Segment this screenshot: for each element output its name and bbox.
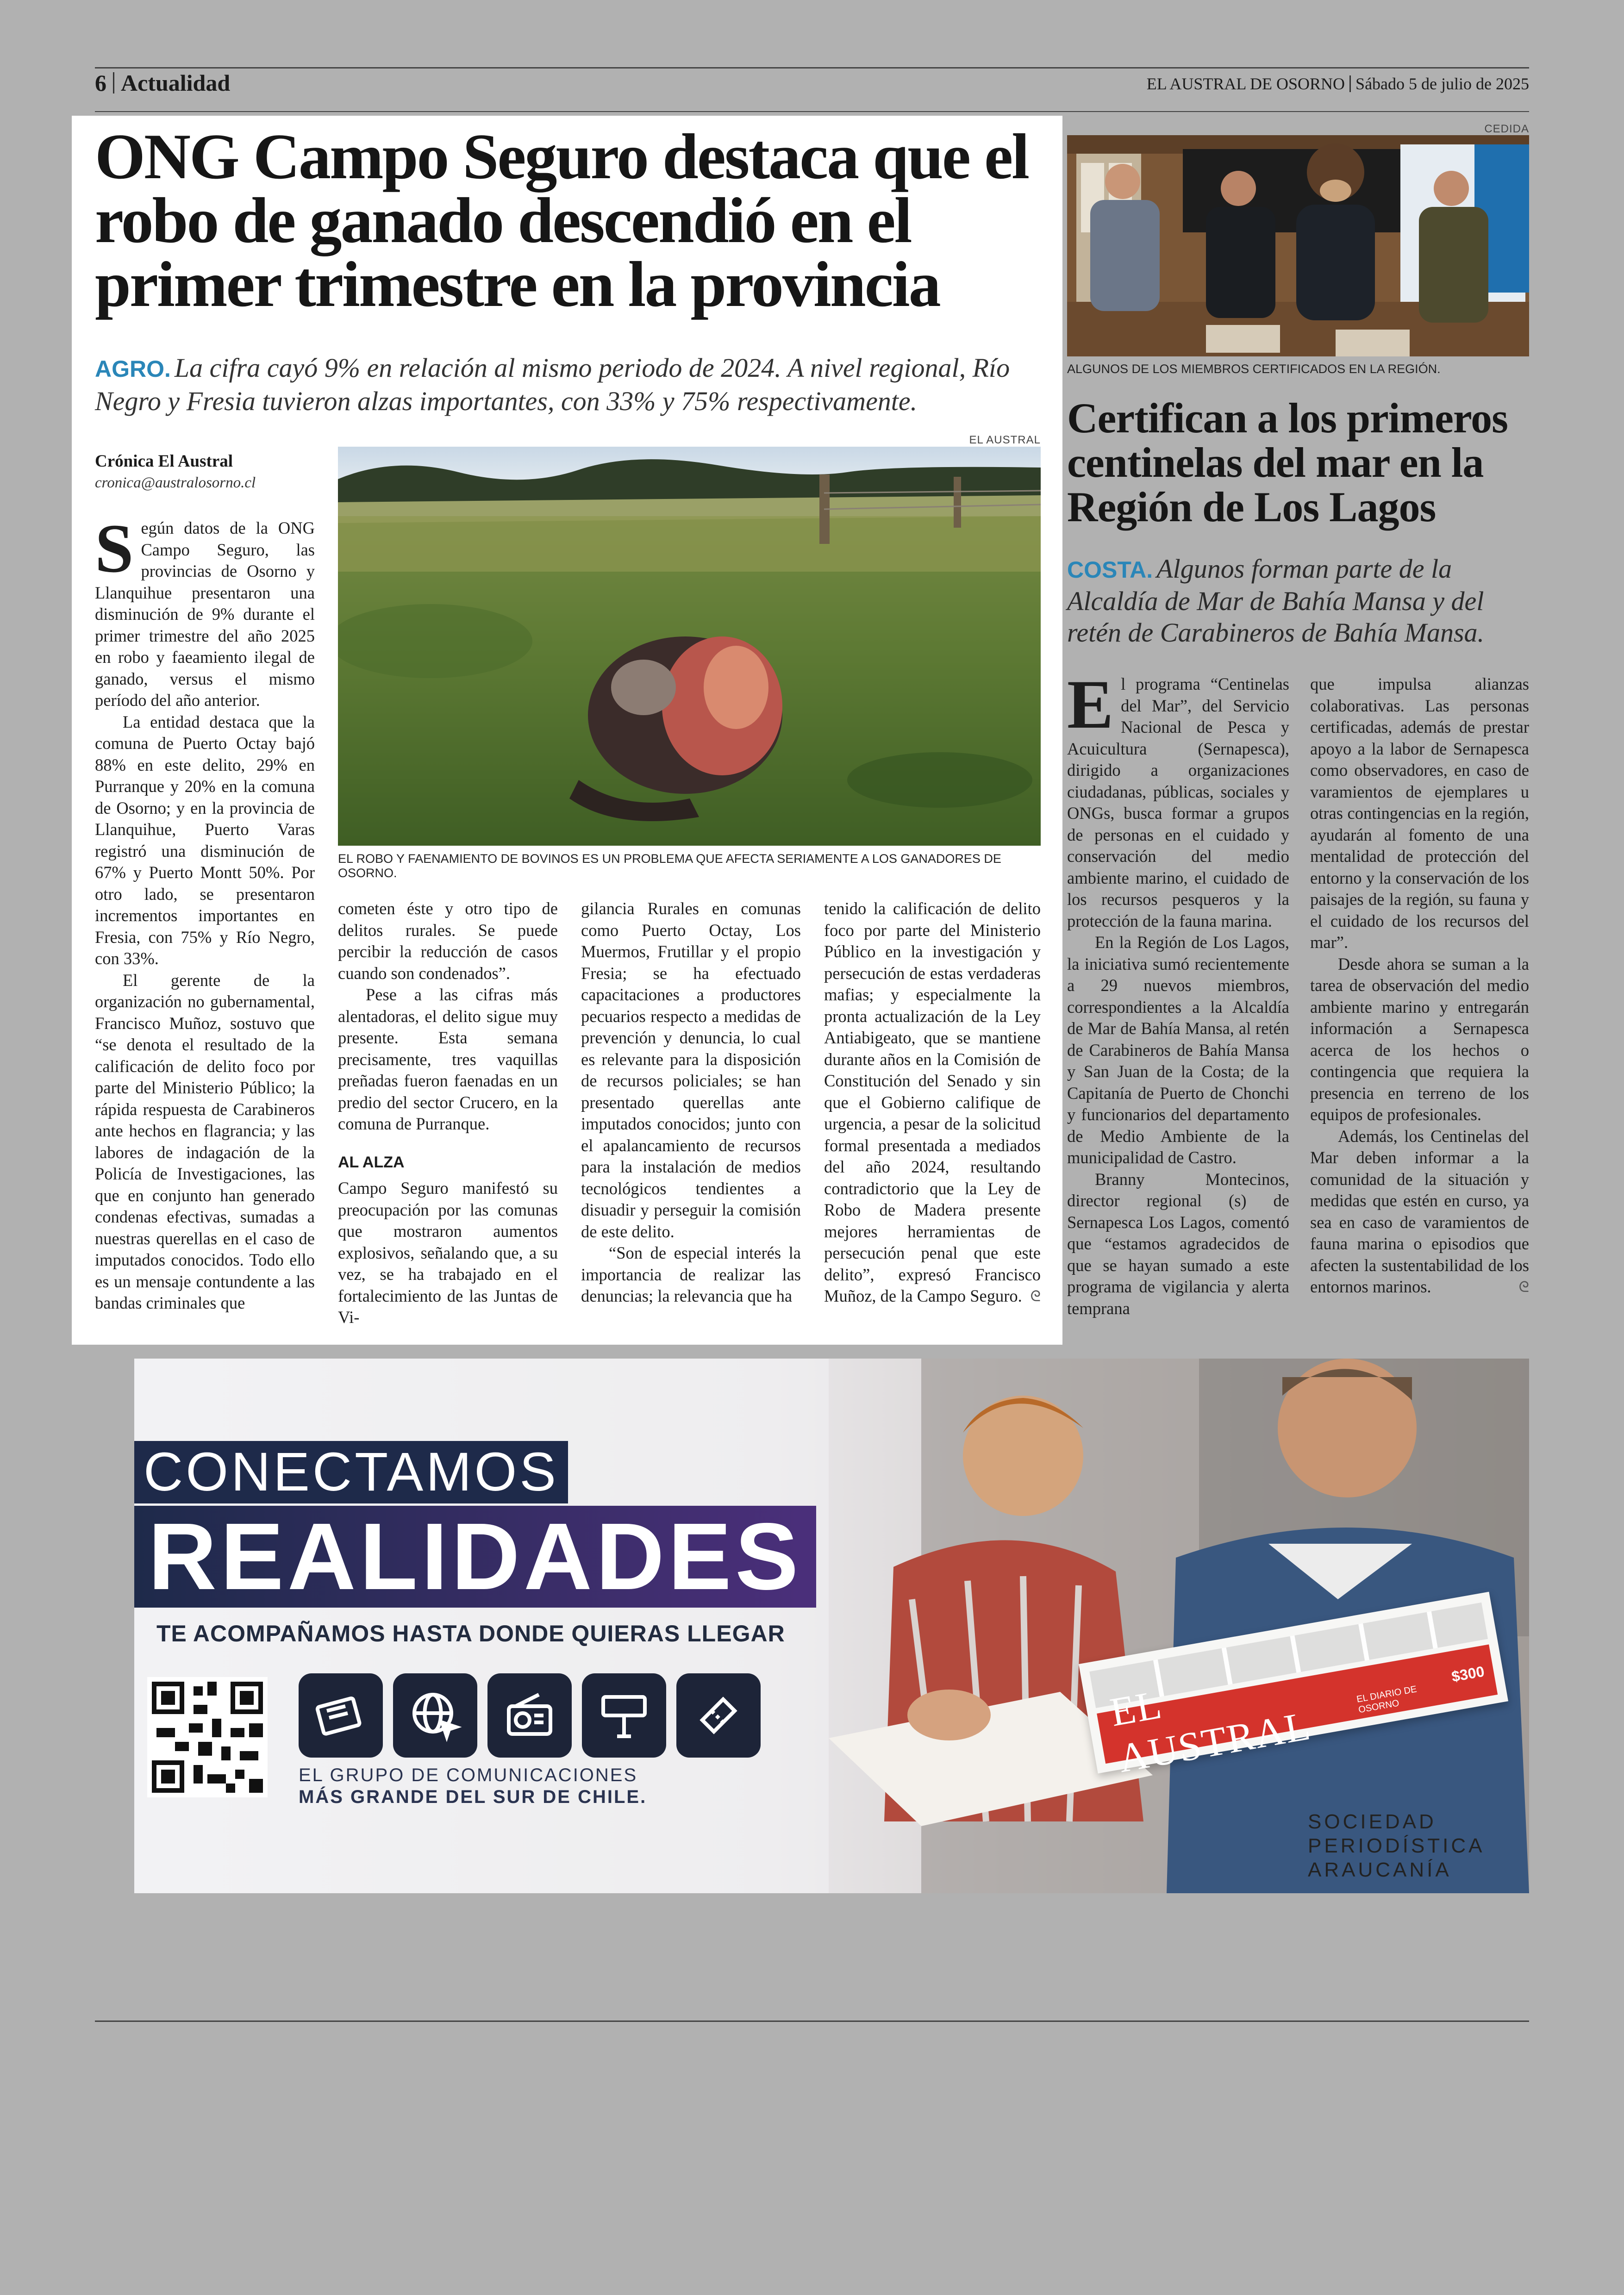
- paragraph: gilancia Rurales en comunas como Puerto Octay, Los Muermos, Frutillar y el propio Fresia; se ha efectuado capacitaciones a productores pecuarios respecto a medidas de prevención y denuncia, lo cual es relevante para la disposición de recursos policiales; se han presentado querellas ante imputados conocidos; junto con el apalancamiento de recursos para la instalación de medios tecnológicos tendientes a disuadir y perseguir la comisión de este delito.: [581, 899, 801, 1241]
- paragraph: Desde ahora se suman a la tarea de observación del medio ambiente marino y entregarán información a Sernapesca acerca de los hechos o contingencia que requiera la presencia en terreno de los equipos de profesionales.: [1310, 954, 1529, 1124]
- spa-logo: [1308, 1810, 1485, 1882]
- main-email[interactable]: cronica@australosorno.cl: [95, 474, 256, 491]
- paragraph: tenido la calificación de delito foco por parte del Ministerio Público en la investigación y persecución de estas verdaderas mafias; y especialmente la pronta actualización de la Ley Antiabigeato, que se mantiene durante años en la Comisión de Constitución del Senado y sin que el Gobierno califique de urgencia, a pesar de la solicitud formal presentada a mediados del año 2024, resultando contradictorio que la Ley de Robo de Madera presente mejores herramientas de persecución penal que este delito”, expresó Francisco Muñoz, de la Campo Seguro.: [824, 899, 1041, 1305]
- section-name: Actualidad: [121, 70, 231, 96]
- spa-logo-line3: ARAUCANÍA: [1308, 1858, 1452, 1881]
- main-deck: [95, 352, 1058, 418]
- header-rule: [95, 111, 1529, 112]
- side-deck-text: Algunos forman parte de la Alcaldía de Mar de Bahía Mansa y del retén de Carabineros de Bahía Mansa.: [1067, 554, 1485, 648]
- side-kicker: COSTA.: [1067, 557, 1153, 583]
- billboard-icon: [582, 1673, 666, 1758]
- ad-headline-line2: REALIDADES: [134, 1506, 816, 1608]
- paragraph: La entidad destaca que la comuna de Puerto Octay bajó 88% en este delito, 29% en Purranque y 20% en la comuna de Osorno; y en la provincia de Llanquihue, Puerto Varas registró una disminución de 67% y Puerto Montt 50%. Por otro lado, se presentaron incrementos importantes en Fresia, con 75% y Río Negro, con 33%.: [95, 712, 315, 968]
- paper-subtitle: EL DIARIO DE OSORNO: [1355, 1684, 1418, 1715]
- main-article-col-4: [824, 898, 1041, 1307]
- main-headline: ONG Campo Seguro destaca que el robo de ganado descendió en el primer trimestre en la provincia: [95, 121, 1029, 320]
- side-photo-credit: CEDIDA: [1484, 123, 1529, 135]
- paragraph: que impulsa alianzas colaborativas. Las personas certificadas, además de prestar apoyo a la labor de Sernapesca como observadores, en caso de varamientos de ejemplares u otras contingencias en la región, ayudarán al fomento de una mentalidad de protección del entorno y la conservación de los paisajes de la región, su fauna y el cuidado de los recursos del mar”.: [1310, 674, 1529, 952]
- main-dropcap: S: [95, 510, 134, 587]
- paragraph: l programa “Centinelas del Mar”, del Servicio Nacional de Pesca y Acuicultura (Sernapesca), dirigido a organizaciones ciudadanas, públicas, sociales y ONGs, busca formar a grupos de personas en el cuidado y conservación del medio ambiente marino, el cuidado de los recursos pesqueros y la protección de la fauna marina.: [1067, 674, 1289, 930]
- page-section-label: [95, 69, 230, 96]
- cattle-field-photo: [338, 447, 1041, 846]
- paper-price: $300: [1450, 1662, 1486, 1685]
- paragraph: Branny Montecinos, director regional (s) de Sernapesca Los Lagos, comentó que “estamos agradecidos de que se hayan sumado a este programa de vigilancia y alerta temprana: [1067, 1169, 1289, 1318]
- paragraph: Pese a las cifras más alentadoras, el delito sigue muy presente. Esta semana precisamente, tres vaquillas preñadas fueron faenadas en un predio del sector Crucero, en la comuna de Purranque.: [338, 985, 558, 1133]
- paragraph: egún datos de la ONG Campo Seguro, las provincias de Osorno y Llanquihue presentaron una disminución de 9% durante el primer trimestre del año 2025 en robo y faeamiento ilegal de ganado, versus el mismo período del año anterior.: [95, 518, 315, 710]
- paragraph: El gerente de la organización no gubernamental, Francisco Muñoz, sostuvo que “se denota el resultado de la calificación de delito foco por parte del Ministerio Público; la rápida respuesta de Carabineros ante hechos en flagrancia; y las labores de indagación de la Policía de Investigaciones, las que en conjunto han generado condenas efectivas, sumadas a nuestras querellas en el caso de imputados conocidos. Todo ello es un mensaje contundente a las bandas criminales que: [95, 970, 315, 1312]
- paper-masthead: EL AUSTRAL: [1107, 1682, 1314, 1782]
- globe-cursor-icon: [393, 1673, 477, 1758]
- side-article-col-2: [1310, 674, 1529, 1298]
- main-byline: Crónica El Austral: [95, 452, 233, 471]
- paragraph: Además, los Centinelas del Mar deben informar a la comunidad de la situación y medidas que estén en curso, ya sea en caso de varamientos de fauna marina o episodios que afecten la sustentabilidad de los entornos marinos.: [1310, 1126, 1529, 1296]
- main-photo-credit: EL AUSTRAL: [969, 434, 1041, 446]
- main-article-col-3: [581, 898, 801, 1307]
- ad-headline-line1: CONECTAMOS: [134, 1441, 568, 1503]
- side-photo-caption: ALGUNOS DE LOS MIEMBROS CERTIFICADOS EN LA REGIÓN.: [1067, 362, 1441, 376]
- issue-date: Sábado 5 de julio de 2025: [1355, 75, 1529, 93]
- page-number: 6: [95, 70, 106, 96]
- paragraph: Campo Seguro manifestó su preocupación por las comunas que mostraron aumentos explosivos, señalando que, a su vez, se ha trabajado en el fortalecimiento de las Juntas de Vi-: [338, 1179, 558, 1327]
- spa-logo-line2: PERIODÍSTICA: [1308, 1834, 1485, 1857]
- side-dropcap: E: [1067, 666, 1114, 743]
- footer-rule: [95, 2021, 1529, 2022]
- paragraph: cometen éste y otro tipo de delitos rurales. Se puede percibir la reducción de casos cuando son condenados”.: [338, 899, 558, 983]
- side-headline: Certifican a los primeros centinelas del mar en la Región de Los Lagos: [1067, 394, 1508, 530]
- subhead-al-alza: AL ALZA: [338, 1153, 405, 1171]
- qr-code-icon[interactable]: [147, 1677, 268, 1797]
- main-kicker: AGRO.: [95, 356, 171, 382]
- side-deck: [1067, 553, 1530, 649]
- main-deck-text: La cifra cayó 9% en relación al mismo periodo de 2024. A nivel regional, Río Negro y Fresia tuvieron alzas importantes, con 33% y 75% respectivamente.: [95, 353, 1010, 416]
- certified-members-photo: [1067, 135, 1529, 356]
- main-photo-caption: EL ROBO Y FAENAMIENTO DE BOVINOS ES UN PROBLEMA QUE AFECTA SERIAMENTE A LOS GANADORES DE OSORNO.: [338, 852, 1001, 880]
- radio-icon: [487, 1673, 572, 1758]
- advertisement[interactable]: [134, 1359, 1529, 1893]
- side-article-col-1: [1067, 666, 1289, 1319]
- newspaper-icon: [299, 1673, 383, 1758]
- main-article-col-2: [338, 898, 558, 1328]
- paragraph: “Son de especial interés la importancia de realizar las denuncias; la relevancia que ha: [581, 1243, 801, 1305]
- end-mark-icon: ᘓ: [1518, 1278, 1529, 1295]
- ticket-icon: [676, 1673, 761, 1758]
- side-photo: [1067, 135, 1529, 356]
- ad-tagline: TE ACOMPAÑAMOS HASTA DONDE QUIERAS LLEGAR: [156, 1621, 785, 1646]
- ad-group-line1: EL GRUPO DE COMUNICACIONES: [299, 1765, 638, 1785]
- main-photo: [338, 447, 1041, 846]
- top-rule: [95, 67, 1529, 69]
- spa-logo-line1: SOCIEDAD: [1308, 1810, 1437, 1833]
- page-dateline: [1147, 74, 1529, 94]
- main-article-col-1: [95, 510, 315, 1314]
- publication-name: EL AUSTRAL DE OSORNO: [1146, 75, 1345, 93]
- paragraph: En la Región de Los Lagos, la iniciativa sumó recientemente a 29 nuevos miembros, correspondientes a la Alcaldía de Mar de Bahía Mansa, al retén de Carabineros de Bahía Mansa y San Juan de la Costa; de la Capitanía de Puerto de Chonchi y funcionarios del departamento de Medio Ambiente de la municipalidad de Castro.: [1067, 933, 1289, 1167]
- ad-group-line2: MÁS GRANDE DEL SUR DE CHILE.: [299, 1787, 647, 1807]
- end-mark-icon: ᘓ: [1030, 1288, 1041, 1304]
- ad-icon-row: [299, 1673, 761, 1758]
